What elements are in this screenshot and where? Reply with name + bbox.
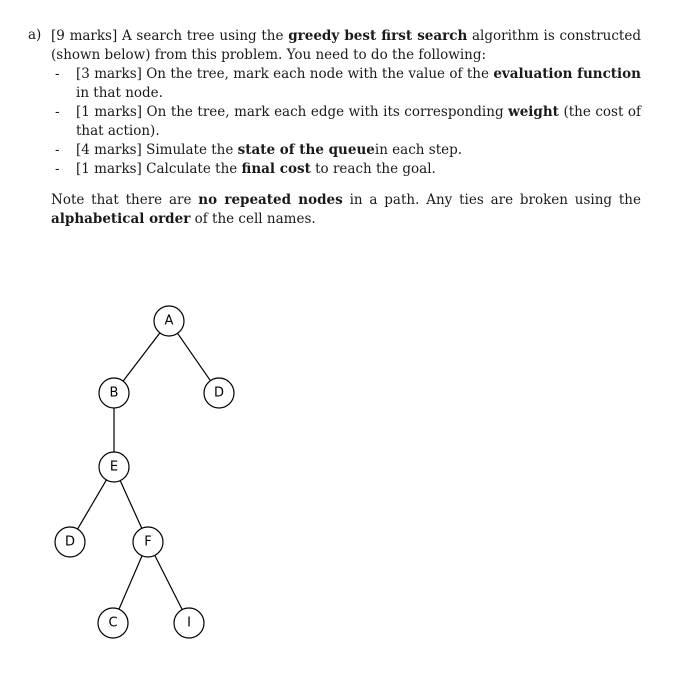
list-item: - [1 marks] Calculate the final cost to reach the goal. (55, 161, 436, 177)
tree-edge-f-c (119, 556, 142, 609)
tree-node-a (154, 306, 184, 336)
tree-edge-a-b (123, 333, 160, 381)
question-intro: [9 marks] A search tree using the greedy best first search algorithm is constructed (shown below) from this problem. You need to do the following: (51, 28, 641, 63)
node-label: C (108, 615, 118, 631)
node-label: I (187, 615, 191, 631)
tree-node-d1 (204, 378, 234, 408)
tree-edges (78, 333, 211, 610)
tree-node-f (133, 527, 163, 557)
tree-node-c (98, 608, 128, 638)
tree-edge-a-d1 (178, 333, 211, 380)
tree-edge-e-f (120, 481, 142, 529)
node-label: D (213, 385, 225, 401)
tree-edge-e-d2 (78, 480, 107, 529)
question-label: a) (28, 27, 42, 43)
note-paragraph: Note that there are no repeated nodes in a path. Any ties are broken using the alphabetical order of the cell names. (51, 192, 641, 227)
tree-node-d2 (55, 527, 85, 557)
node-label: E (109, 459, 119, 475)
list-item: - [3 marks] On the tree, mark each node with the value of the evaluation function in that node. (55, 66, 641, 101)
tree-node-i (174, 608, 204, 638)
tree-node-b (99, 378, 129, 408)
node-label: B (109, 385, 119, 401)
tree-edge-f-i (155, 555, 182, 609)
node-label: F (144, 534, 152, 550)
node-label: D (64, 534, 76, 550)
node-label: A (164, 313, 174, 329)
list-item: - [1 marks] On the tree, mark each edge with its corresponding weight (the cost of that action). (55, 104, 641, 139)
tree-node-e (99, 452, 129, 482)
list-item: - [4 marks] Simulate the state of the queuein each step. (55, 142, 463, 158)
